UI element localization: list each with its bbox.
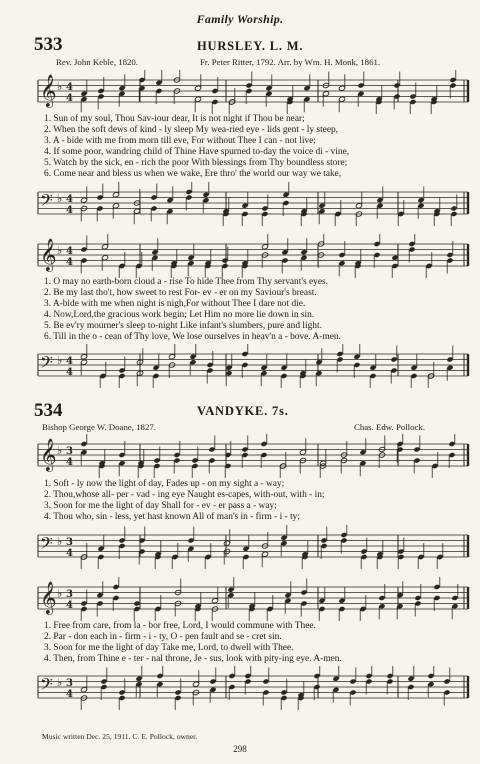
verse-line: 3. Soon for me the light of day Take me, Lord, to dwell with Thee. xyxy=(44,643,294,653)
composer-credit: Fr. Peter Ritter, 1792. Arr. by Wm. H. Monk, 1861. xyxy=(200,57,381,67)
svg-text:4: 4 xyxy=(66,367,73,378)
verse-line: 1. Sun of my soul, Thou Sav-iour dear, It is not night if Thou be near; xyxy=(44,114,305,124)
bass-staff xyxy=(0,525,480,571)
verse-block xyxy=(44,479,325,523)
verse-line: 4. Then, from Thine e - ter - nal throne, Je - sus, look with pity-ing eye. A-men. xyxy=(44,654,342,664)
svg-text:4: 4 xyxy=(66,457,73,468)
copyright-note: Music written Dec. 25, 1911. C. E. Pollock, owner. xyxy=(42,732,198,741)
verse-line: 2. Par - don each in - firm - i - ty, O - pen fault and se - cret sin. xyxy=(44,632,282,642)
verse-block xyxy=(44,621,342,665)
verse-line: 4. Thou who, sin - less, yet hast known All of man's in - firm - i - ty; xyxy=(44,512,300,522)
treble-staff xyxy=(0,234,480,278)
svg-text:4: 4 xyxy=(66,93,73,104)
treble-staff xyxy=(0,577,480,621)
verse-line: 2. Thou,whose all- per - vad - ing eye Naught es-capes, with-out, with - in; xyxy=(44,490,325,500)
composer-credit: Chas. Edw. Pollock. xyxy=(354,422,426,432)
verse-line: 1. Free from care, from la - bor free, Lord, I would commune with Thee. xyxy=(44,621,316,631)
verse-line: 4. If some poor, wandring child of Thine Have spurned to-day the voice di - vine, xyxy=(44,147,350,157)
verse-line: 3. A - bide with me from morn till eve, For without Thee I can - not live; xyxy=(44,136,316,146)
verse-block xyxy=(44,114,349,180)
author-credit: Bishop George W. Doane, 1827. xyxy=(42,422,156,432)
svg-text:4: 4 xyxy=(66,194,73,205)
hymn-number: 533 xyxy=(34,34,63,55)
svg-text:𝄢: 𝄢 xyxy=(40,190,53,214)
bass-staff xyxy=(0,666,480,712)
verse-line: 2. Be my last tho't, how sweet to rest For- ev - er on my Saviour's breast. xyxy=(44,288,317,298)
svg-text:4: 4 xyxy=(66,246,73,257)
verse-line: 3. A-bide with me when night is nigh,For without Thee I dare not die. xyxy=(44,299,306,309)
svg-text:4: 4 xyxy=(66,689,73,700)
svg-text:3: 3 xyxy=(66,678,73,689)
author-credit: Rev. John Keble, 1820. xyxy=(56,57,139,67)
svg-text:♭: ♭ xyxy=(57,676,63,689)
page-number: 298 xyxy=(233,744,247,754)
svg-text:3: 3 xyxy=(66,589,73,600)
svg-text:𝄞: 𝄞 xyxy=(40,438,57,471)
treble-staff xyxy=(0,70,480,114)
svg-text:𝄞: 𝄞 xyxy=(40,238,57,271)
verse-line: 3. Soon for me the light of day Shall for - ev - er pass a - way; xyxy=(44,501,277,511)
hymn-number: 534 xyxy=(34,400,63,421)
verse-line: 5. Be ev'ry mourner's sleep to-night Like infant's slumbers, pure and light. xyxy=(44,321,322,331)
verse-line: 6. Till in the o - cean of Thy love, We lose ourselves in heav'n a - bove. A-men. xyxy=(44,332,341,342)
svg-text:3: 3 xyxy=(66,446,73,457)
tune-name: HURSLEY. L. M. xyxy=(197,39,304,53)
verse-line: 5. Watch by the sick, en - rich the poor With blessings from Thy boundless store; xyxy=(44,158,348,168)
verse-line: 2. When the soft dews of kind - ly sleep My wea-ried eye - lids gent - ly steep, xyxy=(44,125,339,135)
svg-text:𝄢: 𝄢 xyxy=(40,674,53,698)
bass-staff xyxy=(0,344,480,390)
svg-text:♭: ♭ xyxy=(57,244,63,257)
svg-text:4: 4 xyxy=(66,356,73,367)
bass-staff xyxy=(0,182,480,228)
verse-block xyxy=(44,277,341,343)
svg-text:4: 4 xyxy=(66,257,73,268)
svg-text:𝄢: 𝄢 xyxy=(40,533,53,557)
svg-text:♭: ♭ xyxy=(57,535,63,548)
svg-text:𝄞: 𝄞 xyxy=(40,581,57,614)
svg-text:4: 4 xyxy=(66,205,73,216)
svg-text:♭: ♭ xyxy=(57,354,63,367)
svg-text:𝄞: 𝄞 xyxy=(40,74,57,107)
svg-text:𝄢: 𝄢 xyxy=(40,352,53,376)
verse-line: 1. O may no earth-born cloud a - rise To hide Thee from Thy servant's eyes. xyxy=(44,277,329,287)
treble-staff xyxy=(0,434,480,478)
svg-text:4: 4 xyxy=(66,600,73,611)
verse-line: 4. Now,Lord,the gracious work begin; Let Him no more lie down in sin. xyxy=(44,310,315,320)
verse-line: 1. Soft - ly now the light of day, Fades up - on my sight a - way; xyxy=(44,479,285,489)
tune-name: VANDYKE. 7s. xyxy=(197,404,289,418)
svg-text:♭: ♭ xyxy=(57,587,63,600)
svg-text:♭: ♭ xyxy=(57,192,63,205)
svg-text:3: 3 xyxy=(66,537,73,548)
svg-text:4: 4 xyxy=(66,82,73,93)
running-header: Family Worship. xyxy=(196,12,284,26)
svg-text:4: 4 xyxy=(66,548,73,559)
verse-line: 6. Come near and bless us when we wake, Ere thro' the world our way we take, xyxy=(44,169,342,179)
svg-text:♭: ♭ xyxy=(57,80,63,93)
svg-text:♭: ♭ xyxy=(57,444,63,457)
